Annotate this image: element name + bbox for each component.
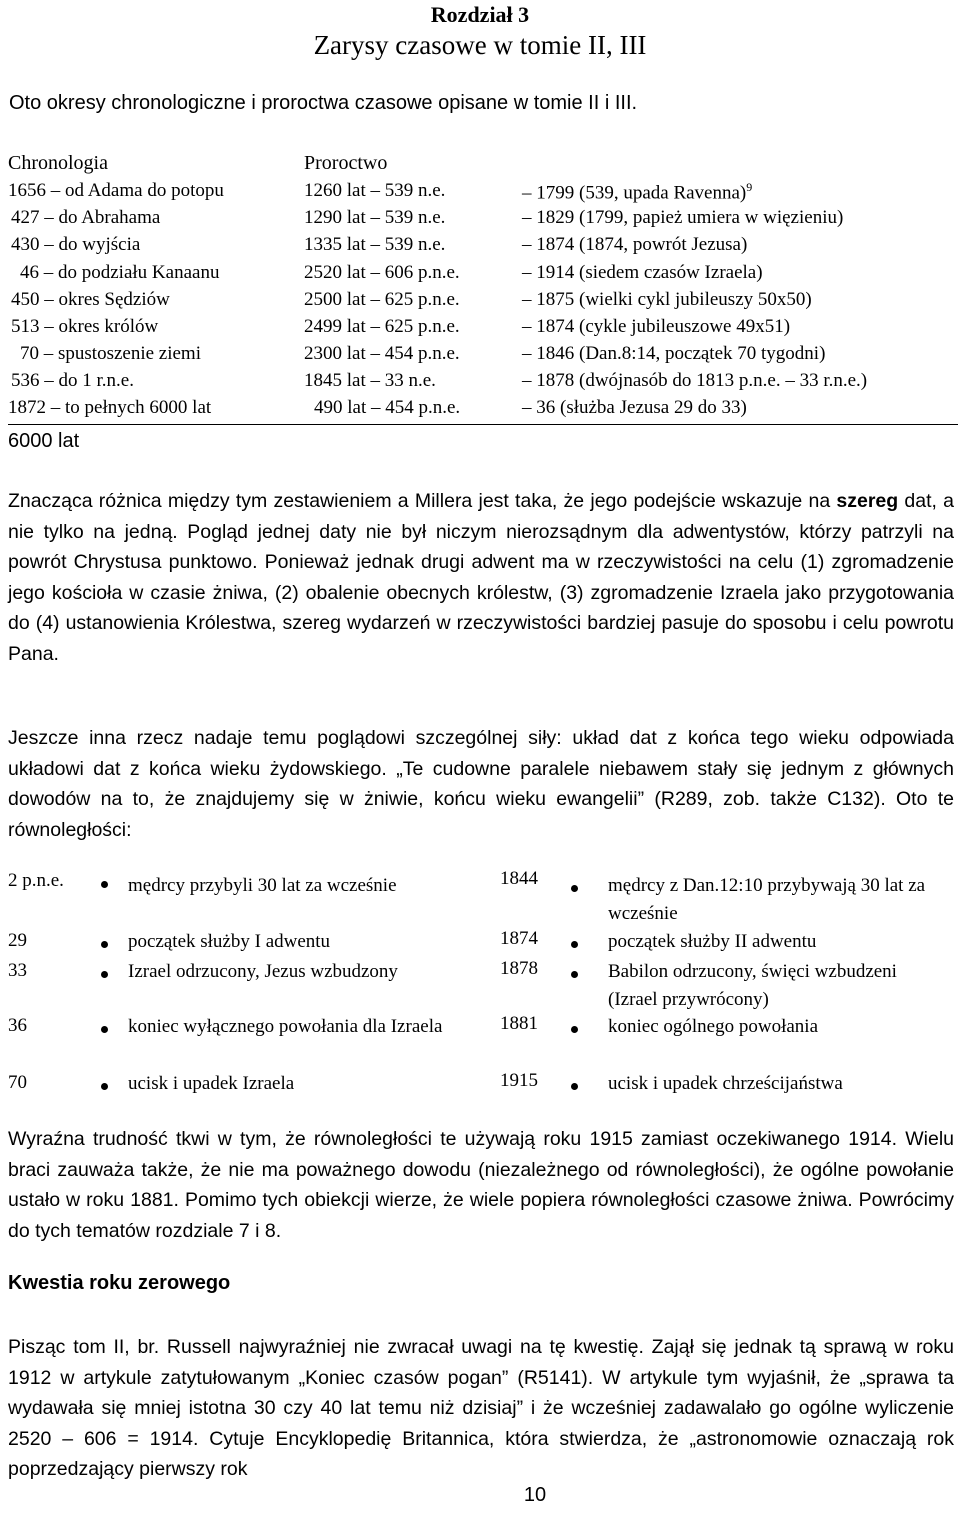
prophecy-cell: 2520 lat – 606 p.n.e. — [304, 262, 460, 283]
prophecy-cell: 2300 lat – 454 p.n.e. — [304, 343, 460, 364]
timeline-row — [8, 370, 958, 397]
chapter-label: Rozdział 3 — [430, 2, 530, 27]
header-chronology: Chronologia — [8, 152, 108, 174]
fulfillment-text: – 1799 (539, upada Ravenna) — [522, 182, 747, 204]
timeline-row — [8, 397, 958, 424]
timeline-header-row — [8, 152, 958, 179]
prophecy-cell: 2499 lat – 625 p.n.e. — [304, 316, 460, 337]
paragraph-text: Znacząca różnica między tym zestawieniem a Millera jest taka, że jego podejście wskazuje na — [8, 490, 837, 512]
jewish-year: 70 — [8, 1072, 27, 1093]
paragraph-miller-comparison — [8, 486, 954, 669]
prophecy-cell: 1260 lat – 539 n.e. — [304, 180, 446, 201]
chronology-cell: 430 – do wyjścia — [11, 234, 141, 255]
prophecy-cell: 1290 lat – 539 n.e. — [304, 207, 446, 228]
gospel-event: początek służby II adwentu — [608, 931, 817, 952]
timeline-row — [8, 343, 958, 370]
fulfillment-cell: – 1878 (dwójnasób do 1813 p.n.e. – 33 r.n.e.) — [522, 370, 868, 391]
fulfillment-cell: – 1875 (wielki cykl jubileuszy 50x50) — [522, 289, 812, 310]
timeline-row — [8, 289, 958, 316]
chronology-cell: 1872 – to pełnych 6000 lat — [8, 397, 212, 418]
fulfillment-cell: – 1846 (Dan.8:14, początek 70 tygodni) — [522, 343, 826, 364]
jewish-event: mędrcy przybyli 30 lat za wcześnie — [128, 875, 397, 896]
gospel-event: Babilon odrzucony, święci wzbudzeni (Izrael przywrócony) — [608, 961, 897, 1010]
gospel-year: 1881 — [500, 1013, 538, 1034]
chronology-cell: 46 – do podziału Kanaanu — [20, 262, 220, 283]
prophecy-cell: 2500 lat – 625 p.n.e. — [304, 289, 460, 310]
bullet-icon — [101, 971, 108, 978]
jewish-event: koniec wyłącznego powołania dla Izraela — [128, 1016, 443, 1037]
timeline-row — [8, 234, 958, 261]
bullet-icon — [101, 1083, 108, 1090]
fulfillment-cell — [522, 180, 752, 204]
gospel-year: 1844 — [500, 868, 538, 889]
fulfillment-cell: – 1874 (cykle jubileuszowe 49x51) — [522, 316, 791, 337]
bullet-icon — [571, 971, 578, 978]
jewish-event: ucisk i upadek Izraela — [128, 1073, 295, 1094]
fulfillment-cell: – 1874 (1874, powrót Jezusa) — [522, 234, 748, 255]
footnote-marker: 9 — [746, 180, 753, 194]
gospel-year: 1874 — [500, 928, 538, 949]
chapter-title: Zarysy czasowe w tomie II, III — [313, 30, 647, 60]
prophecy-cell: 1335 lat – 539 n.e. — [304, 234, 446, 255]
gospel-year: 1915 — [500, 1070, 538, 1091]
timeline-total: 6000 lat — [8, 430, 80, 452]
gospel-event: mędrcy z Dan.12:10 przybywają 30 lat za wcześnie — [608, 875, 926, 924]
chronology-cell: 1656 – od Adama do potopu — [8, 180, 224, 201]
chronology-cell: 70 – spustoszenie ziemi — [20, 343, 201, 364]
section-heading: Kwestia roku zerowego — [8, 1272, 231, 1294]
chronology-cell: 450 – okres Sędziów — [11, 289, 170, 310]
prophecy-cell: 490 lat – 454 p.n.e. — [314, 397, 461, 418]
jewish-year: 2 p.n.e. — [8, 870, 64, 891]
bullet-icon — [101, 881, 108, 888]
chronology-cell: 427 – do Abrahama — [11, 207, 161, 228]
bullet-icon — [571, 1083, 578, 1090]
gospel-event: koniec ogólnego powołania — [608, 1016, 819, 1037]
fulfillment-cell: – 1829 (1799, papież umiera w więzieniu) — [522, 207, 844, 228]
bullet-icon — [101, 941, 108, 948]
bullet-icon — [571, 1026, 578, 1033]
jewish-event: początek służby I adwentu — [128, 931, 331, 952]
paragraph-parallels-intro: Jeszcze inna rzecz nadaje temu poglądowi szczególnej siły: układ dat z końca tego wieku odpowiada układowi dat z końca wieku żydowskiego. „Te cudowne paralele niebawem stały się jednym z głównych dowodów na to, że znajdujemy się w żniwie, końcu wieku ewangelii” (R289, zob. także C132). Oto te równoległości: — [8, 727, 954, 841]
intro-text: Oto okresy chronologiczne i proroctwa czasowe opisane w tomie II i III. — [9, 92, 638, 114]
timeline-row — [8, 180, 958, 207]
bullet-icon — [571, 941, 578, 948]
jewish-year: 36 — [8, 1015, 27, 1036]
bullet-icon — [571, 885, 578, 892]
jewish-event: Izrael odrzucony, Jezus wzbudzony — [128, 961, 398, 982]
paragraph-zero-year: Pisząc tom II, br. Russell najwyraźniej nie zwracał uwagi na tę kwestię. Zajął się jednak tą sprawą w roku 1912 w artykule zatytułowanym „Koniec czasów pogan” (R5141). W artykule tym wyjaśnił, że „sprawa ta wydawała się mniej istotna 30 czy 40 lat temu niż dzisiaj” i że wcześniej zadawalało go ogólne wyliczenie 2520 – 606 = 1914. Cytuje Encyklopedię Britannica, która stwierdza, że „astronomowie oznaczają rok poprzedzający pierwszy rok — [8, 1336, 954, 1480]
fulfillment-cell: – 1914 (siedem czasów Izraela) — [522, 262, 763, 283]
fulfillment-cell: – 36 (służba Jezusa 29 do 33) — [522, 397, 747, 418]
gospel-event: ucisk i upadek chrześcijaństwa — [608, 1073, 843, 1094]
prophecy-cell: 1845 lat – 33 n.e. — [304, 370, 436, 391]
timeline-row — [8, 262, 958, 289]
header-prophecy: Proroctwo — [304, 152, 388, 174]
bullet-icon — [101, 1026, 108, 1033]
page-number: 10 — [523, 1484, 547, 1506]
chronology-cell: 536 – do 1 r.n.e. — [11, 370, 134, 391]
chronology-cell: 513 – okres królów — [11, 316, 159, 337]
paragraph-text: dat, a nie tylko na jedną. Pogląd jednej daty nie był niczym nierozsądnym dla adwentystów, którzy patrzyli na powrót Chrystusa punktowo. Ponieważ jednak drugi adwent ma w rzeczywistości na celu (1) zgromadzenie jego kościoła w czasie żniwa, (2) obalenie obecnych królestw, (3) zgromadzenie Izraela jako przygotowania do (4) ustanowienia Królestwa, szereg wydarzeń w rzeczywistości bardziej pasuje do sposobu i celu powrotu Pana. — [8, 490, 954, 665]
paragraph-difficulty: Wyraźna trudność tkwi w tym, że równoległości te używają roku 1915 zamiast oczekiwanego 1914. Wielu braci zauważa także, że nie ma poważnego dowodu (niezależnego od równoległości), że ogólne powołanie ustało w roku 1881. Pomimo tych obiekcji wierze, że wiele popiera równoległości czasowe żniwa. Powrócimy do tych tematów rozdziale 7 i 8. — [8, 1128, 954, 1242]
jewish-year: 33 — [8, 960, 27, 981]
timeline-row — [8, 207, 958, 234]
timeline-row — [8, 316, 958, 343]
timeline-divider — [8, 424, 958, 425]
gospel-year: 1878 — [500, 958, 538, 979]
jewish-year: 29 — [8, 930, 27, 951]
emphasis-text: szereg — [836, 490, 899, 512]
